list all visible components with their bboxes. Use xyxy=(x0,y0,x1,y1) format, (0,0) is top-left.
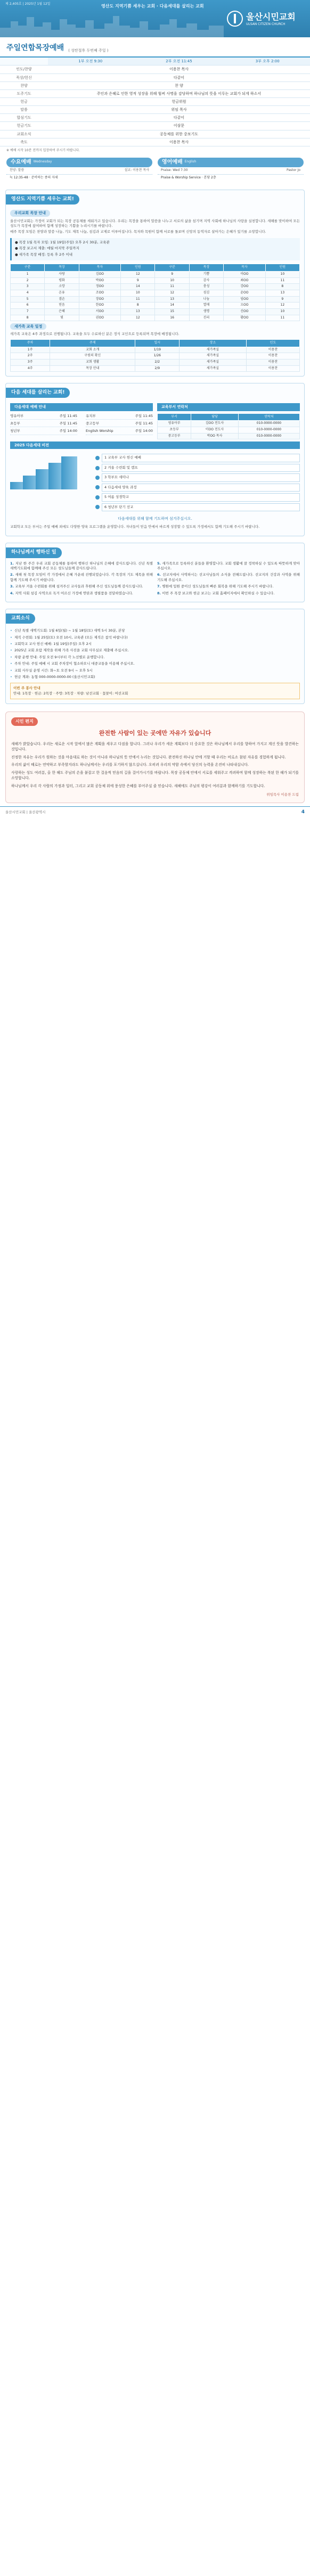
notice-item: • 헌금 계좌: 농협 000-0000-0000-00 (울산시민교회) xyxy=(10,675,300,680)
service-col: 3부 오후 2:00 xyxy=(225,58,310,66)
list-item: 영유아부 주일 11:45 xyxy=(10,413,77,420)
city-skyline-illustration xyxy=(0,12,224,37)
contact-table: 부서 담당 연락처 영유아부 김OO 전도사 010-0000-0000 초등부 이OO 전도사 010-0000-0000 중고등부 박OO 목사 010-0000-0000 xyxy=(157,413,300,440)
church-name: 울산시민교회 xyxy=(246,12,296,22)
page-number: 4 xyxy=(301,809,305,815)
service-title-bar xyxy=(0,37,310,58)
service-row: 인도/찬양 이용찬 목사 xyxy=(0,66,310,73)
paragraph: 울산시민교회는 가정이 교회가 되는 목장 공동체를 세워가고 있습니다. 우리는 목장을 통하여 말씀을 나누고 서로의 삶을 섬기며 지역 사회에 하나님의 사랑을 실천합니다. 새해를 맞이하여 모든 성도가 목장에 참여하여 함께 성장하는 기쁨을 누리시기를 바랍니다. 매주 목장 모임은 찬양과 말씀 나눔, 기도 제목 나눔, 섬김과 교제로 이루어집니다. 목자와 목원이 함께 서로를 돌보며 신앙의 동역자로 살아가는 은혜가 있기를 소망합니다. xyxy=(10,218,300,234)
notice-item: • 교회 사무실 운영 시간: 화~토 오전 9시 ~ 오후 5시 xyxy=(10,668,300,673)
subheading: 우리교회 목장 안내 xyxy=(10,210,50,216)
service-note: ※ 예배 시작 10분 전까지 입장하여 주시기 바랍니다. xyxy=(6,148,80,152)
education-table: 주차 주제 일시 장소 인도 1주 교회 소개 1/19 새가족실 이용찬 2주 구원의 확신 1/26 새가족실 이용찬 3주 교회 생활 2/2 새가족실 이용찬 4주 목장 안내 2/9 새가족실 이용찬 xyxy=(10,339,300,372)
notice-item: • 차량 운행 안내: 주일 오전 9시부터 각 노선별로 운행합니다. xyxy=(10,655,300,660)
service-row: 헌금기도 이삼문 xyxy=(0,122,310,130)
nextgen-section xyxy=(5,383,305,536)
bullet-dot-icon xyxy=(95,485,100,489)
list-item: 청년부 주일 14:00 xyxy=(10,428,77,435)
service-order-table xyxy=(0,58,310,146)
table-row: 초등부 이OO 전도사 010-0000-0000 xyxy=(158,427,300,433)
bullet-dot-icon xyxy=(95,505,100,509)
timeline-item: 1 교육부 교사 헌신 예배 xyxy=(95,454,300,462)
vision-timeline xyxy=(10,452,300,513)
service-row: 도주기도 주인과 은혜로 인한 영적 성장을 위해 힘써 사명을 감당하며 하나님의 뜻을 이루는 교회가 되게 하소서 xyxy=(0,89,310,97)
church-slogan: 영산도 지역기쁨 세우는 교회 · 다음세대를 살리는 교회 xyxy=(101,4,204,9)
table-row: 중고등부 박OO 목사 010-0000-0000 xyxy=(158,433,300,439)
volunteer-box: 이번 주 봉사 안내 안내: 1목장 · 헌금: 2목장 · 주방: 3목장 · 차량: 남선교회 · 꽃꽂이: 여선교회 xyxy=(10,683,300,699)
paragraph: 교회학교 모든 부서는 주일 예배 외에도 다양한 양육 프로그램을 운영합니다. 자녀들이 믿음 안에서 바르게 성장할 수 있도록 가정에서도 함께 기도해 주시기 바랍니다. xyxy=(10,525,260,529)
service-row: 축도 이용찬 목사 xyxy=(0,138,310,146)
weekly-services xyxy=(0,156,310,184)
section-heading: 다음 세대를 살리는 교회! xyxy=(6,388,70,398)
bar-heading: 2025 다음세대 비전 xyxy=(10,441,300,449)
timeline-item: 5 여름 성경학교 xyxy=(95,493,300,501)
notice-item: • 신년 특별 새벽기도회: 1월 6일(월) ~ 1월 18일(토) 새벽 5시 30분, 본당 xyxy=(10,628,300,633)
paragraph: 새가족 교육은 4주 과정으로 진행됩니다. 교육을 모두 수료하신 분은 정식 교인으로 등록되며 목장에 배정됩니다. xyxy=(10,332,180,337)
growth-stairs-graphic xyxy=(10,452,90,489)
bullet-dot-icon xyxy=(95,476,100,480)
table-row: 4주 목장 안내 2/9 새가족실 이용찬 xyxy=(11,365,300,372)
bar-heading: 교육부서 연락처 xyxy=(157,403,300,411)
issue-info: 제 2,405호 | 2025년 1월 12일 xyxy=(5,2,51,6)
table-row: 5 겸손 장OO 11 13 나눔 임OO 9 xyxy=(11,296,300,302)
english-service: 영어예배 English Praise: Wed 7:30 Pastor Jo Praise & Worship Service · 본당 2층 xyxy=(158,158,304,182)
list-item: English Worship 주일 14:00 xyxy=(86,428,153,435)
table-row: 1 사랑 김OO 12 9 기쁨 이OO 10 xyxy=(11,271,300,277)
ministry-list xyxy=(10,413,153,435)
notice-item: • 2025년 교회 요람 제작을 위해 가족 사진을 교회 사무실로 제출해 주십시오. xyxy=(10,648,300,653)
church-logo xyxy=(227,9,301,30)
timeline-item: 2 겨울 수련회 및 캠프 xyxy=(95,464,300,472)
list-item: 유치부 주일 11:45 xyxy=(86,413,153,420)
service-row: 헌금 헌금위원 xyxy=(0,98,310,106)
bullet-dot-icon xyxy=(95,456,100,460)
notices-section xyxy=(5,609,305,704)
header-banner xyxy=(0,0,310,37)
table-row: 6 믿음 한OO 8 14 열매 오OO 12 xyxy=(11,302,300,309)
table-row: 7 은혜 서OO 13 15 생명 신OO 10 xyxy=(11,308,300,315)
table-row: 3 소망 정OO 14 11 충성 강OO 8 xyxy=(11,284,300,290)
column-tag: 시인 편지 xyxy=(11,717,38,726)
mokjang-table: 구분 목장 목자 인원 구분 목장 목자 인원 1 사랑 김OO 12 9 기쁨 이OO 10 2 평화 박OO 9 10 감사 최OO 11 3 소망 정OO 14 11 충성 강OO 8 4 온유 조OO 10 12 섬김 윤OO 13 5 겸손 장OO 11 13 나눔 임OO 9 6 믿음 한OO 8 14 열매 오OO 12 7 은혜 서OO 13 15 생명 신OO 10 8 빛 권OO 12 16 진리 황OO 11 xyxy=(10,264,300,321)
news-item: 1. 지난 한 주간 우리 교회 공동체를 통하여 행하신 하나님의 은혜에 감사드립니다. 신년 특별 새벽기도회에 함께해 주신 모든 성도님들께 감사드립니다. xyxy=(10,561,153,570)
service-col: 1부 오전 9:30 xyxy=(48,58,133,66)
news-item: 2. 새해 첫 목장 모임이 각 가정에서 은혜 가운데 진행되었습니다. 각 목장의 기도 제목을 위해 함께 기도해 주시기 바랍니다. xyxy=(10,573,153,582)
table-row: 2 평화 박OO 9 10 감사 최OO 11 xyxy=(11,277,300,284)
table-row: 3주 교회 생활 2/2 새가족실 이용찬 xyxy=(11,359,300,365)
vision-section xyxy=(5,190,305,377)
bullet-dot-icon xyxy=(95,495,100,500)
service-row: 교회소식 공동체를 위한 중보기도 xyxy=(0,130,310,138)
news-item: 3. 교육부 겨울 수련회를 위해 섬겨주신 교사들과 후원해 주신 성도님들께 감사드립니다. xyxy=(10,584,143,589)
column-signature: 위임목사 이용찬 드림 xyxy=(266,792,299,797)
service-row: 찬양 찬 양 xyxy=(0,81,310,89)
callout-box: ● 목장 1월 목자 모임: 1월 19일(주일) 오후 2시 30분, 교육관 ● 목장 보고서 제출: 매월 마지막 주일까지 ● 새가족 목장 배정: 등록 후 2주 이내 xyxy=(10,238,300,260)
table-row: 1주 교회 소개 1/19 새가족실 이용찬 xyxy=(11,347,300,353)
notice-item: • 주차 안내: 주일 예배 시 교회 주차장이 협소하오니 대중교통을 이용해 주십시오. xyxy=(10,661,300,666)
column-title: 완전한 사람이 있는 곳에만 자유가 있습니다 xyxy=(99,729,211,737)
section-heading: 영산도 지역기쁨 세우는 교회! xyxy=(6,194,79,205)
news-section xyxy=(5,543,305,602)
table-row: 2주 구원의 확신 1/26 새가족실 이용찬 xyxy=(11,353,300,359)
timeline-item: 3 학부모 세미나 xyxy=(95,473,300,481)
service-row: 묵상/헌신 다같이 xyxy=(0,73,310,81)
service-col: 2부 오전 11:45 xyxy=(133,58,225,66)
subheading: 새가족 교육 일정 xyxy=(10,323,46,330)
bulletin-page xyxy=(0,0,310,820)
table-row: 영유아부 김OO 전도사 010-0000-0000 xyxy=(158,421,300,427)
news-item: 5. 새가족으로 등록하신 분들을 환영합니다. 교회 생활에 잘 정착하실 수 있도록 따뜻하게 맞아 주십시오. xyxy=(157,561,300,570)
news-item: 8. 이번 주 목장 보고와 헌금 보고는 교회 홈페이지에서 확인하실 수 있습니다. xyxy=(157,591,275,595)
service-row: 합심기도 다같이 xyxy=(0,114,310,122)
section-heading: 하나님께서 행하신 일 xyxy=(6,547,62,558)
column-body: 새해가 밝았습니다. 우리는 새로운 시작 앞에서 많은 계획을 세우고 다짐을 합니다. 그러나 우리가 세운 계획보다 더 중요한 것은 하나님께서 우리를 향하여 가지고 계신 뜻을 발견하는 것입니다. 진정한 자유는 우리가 원하는 것을 마음대로 하는 것이 아니라 하나님의 뜻 안에서 누리는 것입니다. 완전하신 하나님 안에 거할 때 우리는 비로소 참된 자유를 경험하게 됩니다. 우리의 삶이 때로는 연약하고 부족할지라도 하나님께서는 우리를 포기하지 않으십니다. 오히려 우리의 약함 속에서 당신의 능력을 온전히 나타내십니다. 사랑하는 성도 여러분, 올 한 해도 주님의 손을 붙잡고 한 걸음씩 믿음의 길을 걸어가시기를 바랍니다. 목장 공동체 안에서 서로를 세워주고 격려하며 함께 성장하는 복된 한 해가 되기를 소망합니다. 하나님께서 우리 각 사람의 가정과 일터, 그리고 교회 공동체 위에 풍성한 은혜를 부어주실 줄 믿습니다. 새해에도 주님의 평강이 여러분과 함께하기를 기도합니다. xyxy=(11,741,299,788)
center-note: 다음세대를 위해 함께 기도하며 섬겨주십시오. xyxy=(118,516,192,521)
service-times-row xyxy=(0,58,310,66)
church-name-en: ULSAN CITIZEN CHURCH xyxy=(246,22,285,26)
page-footer xyxy=(0,806,310,820)
footer-text: 울산시민교회 | 울산광역시 xyxy=(5,810,46,814)
service-row: 말씀 위임 목사 xyxy=(0,106,310,114)
table-row: 4 온유 조OO 10 12 섬김 윤OO 13 xyxy=(11,290,300,296)
timeline-item: 4 다음세대 양육 과정 xyxy=(95,484,300,492)
section-heading: 교회소식 xyxy=(6,614,35,624)
cross-logo-icon xyxy=(227,11,243,27)
bullet-dot-icon xyxy=(95,466,100,470)
wednesday-service: 수요예배 Wednesday 찬양: 말씀 설교: 이용찬 목사 눅 12:35-48 · 준비하는 종의 자세 xyxy=(6,158,152,182)
service-title: 주일연합목장예배 xyxy=(6,44,64,52)
bar-heading: 다음세대 예배 안내 xyxy=(10,403,153,411)
list-item: 초등부 주일 11:45 xyxy=(10,421,77,427)
notice-item: • 교회학교 교사 헌신 예배: 1월 19일(주일) 오후 2시 xyxy=(10,642,300,647)
news-item: 6. 선교지에서 사역하시는 선교사님들의 소식을 전해드립니다. 선교지의 건강과 사역을 위해 기도해 주십시오. xyxy=(157,573,300,582)
news-item: 7. 병원에 입원 중이신 성도님들의 빠른 회복을 위해 기도해 주시기 바랍니다. xyxy=(157,584,274,589)
list-item: 중고등부 주일 11:45 xyxy=(86,421,153,427)
notice-item: • 제직 수련회: 1월 25일(토) 오전 10시, 교육관 (모든 제직은 참석 바랍니다) xyxy=(10,635,300,640)
table-row: 8 빛 권OO 12 16 진리 황OO 11 xyxy=(11,315,300,321)
service-week: ( 성탄절후 두번째 주일 ) xyxy=(68,48,109,53)
timeline-item: 6 청년부 단기 선교 xyxy=(95,503,300,511)
news-item: 4. 지역 사회 섬김 사역으로 독거 어르신 가정에 연탄과 생필품을 전달하였습니다. xyxy=(10,591,133,595)
pastor-column xyxy=(5,712,305,803)
